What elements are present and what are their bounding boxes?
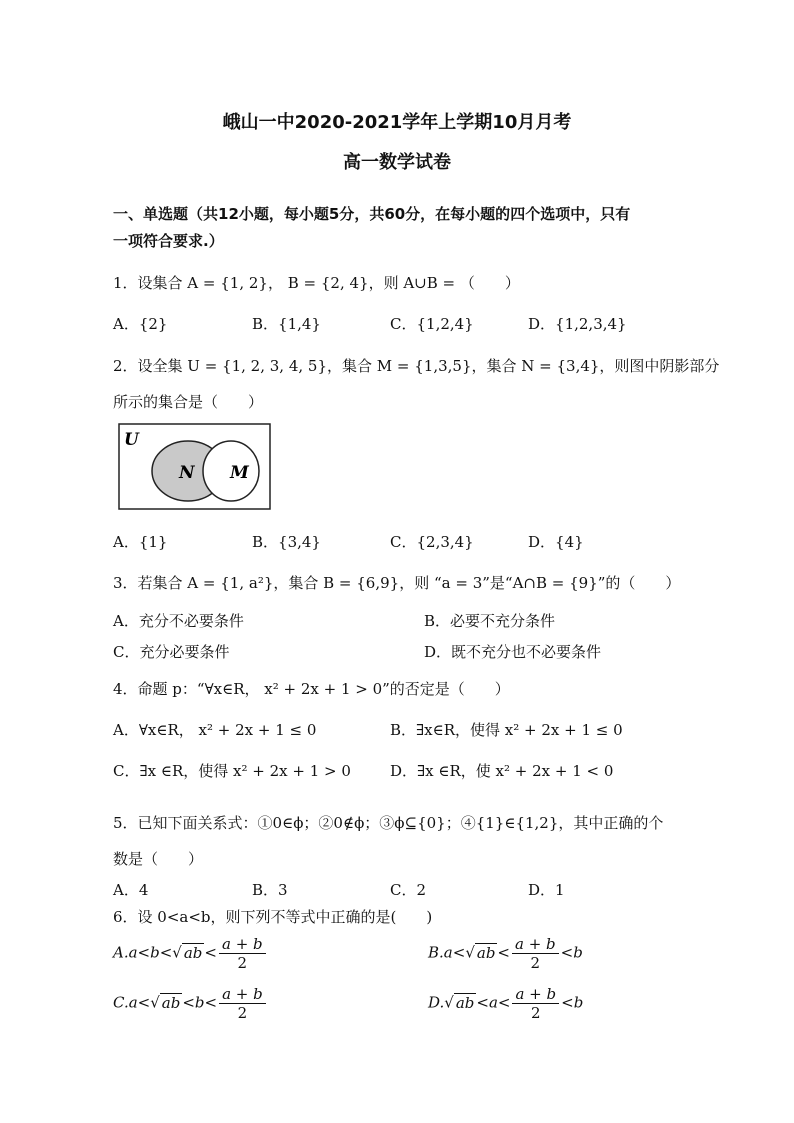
q4-option-c: C．∃x ∈R，使得 x² + 2x + 1 > 0 bbox=[113, 762, 351, 780]
sqrt-icon: √ bbox=[172, 943, 182, 962]
exam-subtitle: 高一数学试卷 bbox=[343, 152, 451, 173]
q4-stem: 4．命题 p：“∀x∈R， x² + 2x + 1 > 0”的否定是（ ） bbox=[113, 680, 510, 698]
q1-option-d: D．{1,2,3,4} bbox=[528, 315, 627, 333]
q5-option-a: A．4 bbox=[113, 881, 149, 899]
q6-d-post: <b bbox=[561, 993, 584, 1012]
q5-option-b: B．3 bbox=[252, 881, 288, 899]
q5-option-c: C．2 bbox=[390, 881, 427, 899]
q5-stem-line2: 数是（ ） bbox=[113, 850, 204, 868]
q6-d-root: ab bbox=[455, 993, 475, 1012]
q6-c-fraction bbox=[219, 985, 266, 1022]
q5-option-d: D．1 bbox=[528, 881, 565, 899]
q2-option-c: C．{2,3,4} bbox=[390, 533, 474, 551]
q3-stem: 3．若集合 A = {1, a²}，集合 B = {6,9}，则 “a = 3”是“A∩B = {9}”的（ ） bbox=[113, 574, 681, 592]
sqrt-icon: √ bbox=[150, 993, 160, 1012]
q5-stem-line1: 5．已知下面关系式：①0∈ϕ；②0∉ϕ；③ϕ⊆{0}；④{1}∈{1,2}，其中正确的个 bbox=[113, 814, 664, 832]
q3-option-a: A．充分不必要条件 bbox=[113, 612, 244, 630]
q6-a-root: ab bbox=[183, 943, 203, 962]
exam-title: 峨山一中2020-2021学年上学期10月月考 bbox=[222, 112, 572, 133]
q6-b-num: a + b bbox=[512, 935, 559, 954]
q1-option-a: A．{2} bbox=[113, 315, 168, 333]
q3-option-d: D．既不充分也不必要条件 bbox=[424, 643, 602, 661]
q6-a-den: 2 bbox=[237, 954, 248, 972]
q6-d-den: 2 bbox=[531, 1004, 541, 1022]
q6-b-root: ab bbox=[476, 943, 496, 962]
q6-b-post: <b bbox=[560, 943, 583, 962]
q6-d-pre: D. bbox=[428, 993, 445, 1012]
q4-option-a: A．∀x∈R， x² + 2x + 1 ≤ 0 bbox=[113, 721, 317, 739]
sqrt-icon: √ bbox=[465, 943, 475, 962]
q6-c-den: 2 bbox=[237, 1004, 248, 1022]
section-heading-line2: 一项符合要求.） bbox=[113, 232, 224, 250]
q6-option-c bbox=[113, 985, 268, 1022]
q3-option-c: C．充分必要条件 bbox=[113, 643, 230, 661]
q6-b-mid: < bbox=[497, 943, 510, 962]
q6-b-fraction bbox=[512, 935, 559, 972]
q6-a-num: a + b bbox=[219, 935, 266, 954]
sqrt-icon: √ bbox=[444, 993, 454, 1012]
q3-option-b: B．必要不充分条件 bbox=[424, 612, 556, 630]
q6-a-fraction bbox=[219, 935, 266, 972]
q6-a-pre: A.a<b< bbox=[113, 943, 173, 962]
q6-d-fraction bbox=[512, 985, 559, 1022]
venn-label-m: M bbox=[230, 463, 249, 483]
q2-option-a: A．{1} bbox=[113, 533, 168, 551]
q2-stem-line1: 2．设全集 U = {1, 2, 3, 4, 5}，集合 M = {1,3,5}，集合 N = {3,4}，则图中阴影部分 bbox=[113, 357, 720, 375]
q6-option-d bbox=[428, 985, 583, 1022]
q4-option-d: D．∃x ∈R，使 x² + 2x + 1 < 0 bbox=[390, 762, 614, 780]
q6-stem: 6．设 0<a<b，则下列不等式中正确的是( ) bbox=[113, 908, 433, 926]
q1-stem: 1．设集合 A = {1, 2}， B = {2, 4}，则 A∪B = （ ） bbox=[113, 274, 520, 292]
q6-c-num: a + b bbox=[219, 985, 266, 1004]
q6-option-b bbox=[428, 935, 583, 972]
q1-option-b: B．{1,4} bbox=[252, 315, 321, 333]
q6-b-pre: B.a< bbox=[428, 943, 466, 962]
q2-option-b: B．{3,4} bbox=[252, 533, 321, 551]
q6-c-pre: C.a< bbox=[113, 993, 151, 1012]
q2-stem-line2: 所示的集合是（ ） bbox=[113, 393, 264, 411]
q1-option-c: C．{1,2,4} bbox=[390, 315, 474, 333]
q6-c-mid: <b< bbox=[182, 993, 218, 1012]
q6-d-mid: <a< bbox=[476, 993, 511, 1012]
q6-b-den: 2 bbox=[530, 954, 541, 972]
section-heading-line1: 一、单选题（共12小题，每小题5分，共60分，在每小题的四个选项中，只有 bbox=[113, 205, 631, 223]
q2-option-d: D．{4} bbox=[528, 533, 584, 551]
q6-a-mid: < bbox=[204, 943, 217, 962]
q6-option-a bbox=[113, 935, 268, 972]
q6-d-num: a + b bbox=[512, 985, 559, 1004]
q6-c-root: ab bbox=[161, 993, 181, 1012]
venn-diagram bbox=[118, 423, 272, 511]
venn-label-n: N bbox=[179, 463, 195, 483]
venn-label-u: U bbox=[124, 430, 139, 450]
q4-option-b: B．∃x∈R，使得 x² + 2x + 1 ≤ 0 bbox=[390, 721, 623, 739]
